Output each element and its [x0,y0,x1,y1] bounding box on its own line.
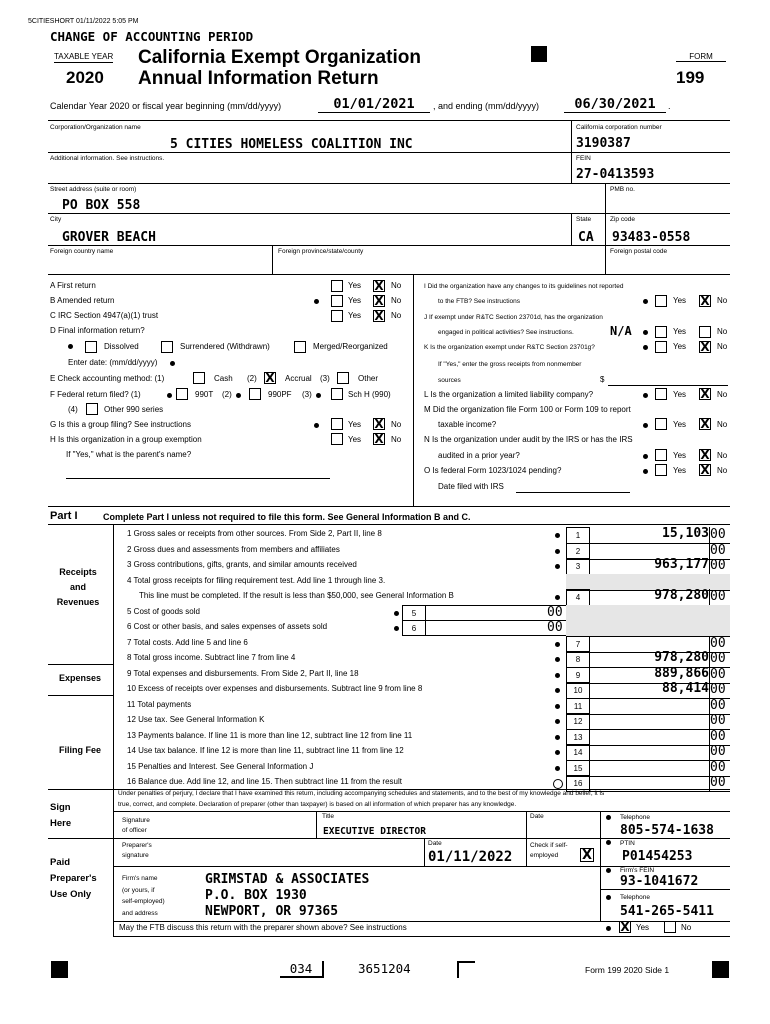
line-13-cents[interactable]: 00 [710,729,726,744]
line-16-cents[interactable]: 00 [710,775,726,790]
question-o-2: Date filed with IRS [438,482,504,491]
foreign-postal-label: Foreign postal code [610,248,668,255]
sign-here-label: Sign Here [50,802,72,829]
filing-fee-section-label: Filing Fee [58,745,101,755]
fein[interactable]: 27-0413593 [576,167,655,182]
f-990pf-checkbox[interactable] [249,388,261,400]
perjury-statement-2: true, correct, and complete. Declaration of preparer (other than taxpayer) is based on all information of which preparer has any knowledge. [118,801,517,808]
line-1-amount[interactable]: 15,103 [662,526,709,541]
j-yes-label: Yes [673,327,687,336]
f-schh-checkbox[interactable] [331,388,343,400]
line-10-cents[interactable]: 00 [710,682,726,697]
officer-telephone[interactable]: 805-574-1638 [620,823,714,838]
street-address[interactable]: PO BOX 558 [62,198,141,213]
expenses-section-label: Expenses [58,673,102,683]
other-method-checkbox[interactable] [337,372,349,384]
h-no-label: No [391,435,402,444]
h-yes-label: Yes [348,435,362,444]
pmb-label: PMB no. [610,186,635,193]
firm-fein[interactable]: 93-1041672 [620,874,699,889]
line-12-text: 12 Use tax. See General Information K [127,715,265,724]
dissolved-label: Dissolved [104,342,139,351]
c-no-label: No [391,311,402,320]
line-4-number: 4 [566,589,590,606]
sign-date-label: Date [530,813,544,820]
line-5-number: 5 [402,605,426,621]
question-i-1: I Did the organization have any changes to its guidelines not reported [424,283,624,290]
footer-code-1: 034 [280,961,324,978]
preparer-signature-label: Preparer's signature [122,842,152,859]
f-990pf-label: 990PF [268,390,292,399]
discuss-yes-checkbox[interactable]: X [620,920,630,934]
question-k-3: sources [438,377,461,384]
line-10-number: 10 [566,682,590,699]
line-4-cents[interactable]: 00 [710,589,726,604]
j-yes-checkbox[interactable] [655,326,667,338]
line-3-number: 3 [566,558,590,575]
line-1-number: 1 [566,527,590,544]
line-4-text: This line must be completed. If the result is less than $50,000, see General Information B [139,591,454,600]
line-9-cents[interactable]: 00 [710,667,726,682]
h-no-checkbox[interactable]: X [374,432,384,446]
question-j-1: J If exempt under R&TC Section 23701d, has the organization [424,314,603,321]
additional-info-label: Additional information. See instructions. [50,155,165,162]
line-6-cents[interactable]: 00 [547,620,563,635]
tax-year: 2020 [66,68,104,87]
i-yes-label: Yes [673,296,687,305]
corp-number-label: California corporation number [576,124,662,131]
line-9-text: 9 Total expenses and disbursements. From Side 2, Part II, line 18 [127,669,359,678]
b-no-checkbox[interactable]: X [374,294,384,308]
b-yes-checkbox[interactable] [331,295,343,307]
question-m-2: taxable income? [438,420,497,429]
calendar-suffix: . [668,101,671,111]
line-1-text: 1 Gross sales or receipts from other sources. From Side 2, Part II, line 8 [127,529,382,538]
enter-date-label: Enter date: (mm/dd/yyyy) [68,358,158,367]
o-no-label: No [717,466,728,475]
shaded-cell [566,620,730,636]
merged-checkbox[interactable] [294,341,306,353]
firm-name-label: Firm's name (or yours, if self-employed) and address [122,875,165,917]
line-8-text: 8 Total gross income. Subtract line 7 from line 4 [127,653,296,662]
firm-telephone-label: Telephone [620,894,650,901]
line-12-number: 12 [566,713,590,730]
officer-title[interactable]: EXECUTIVE DIRECTOR [323,826,426,837]
line-9-amount[interactable]: 889,866 [654,666,709,681]
zip-label: Zip code [610,216,635,223]
footer-corner-mark [457,961,475,978]
ptin-label: PTIN [620,840,635,847]
title-label: Title [322,813,335,820]
other-method-label: Other [358,374,379,383]
j-no-label: No [717,327,728,336]
n-no-checkbox[interactable]: X [700,448,710,462]
discuss-no-checkbox[interactable] [664,921,676,933]
question-a: A First return [50,281,96,290]
n-yes-label: Yes [673,451,687,460]
line-4-amount[interactable]: 978,280 [654,588,709,603]
cash-label: Cash [214,374,233,383]
accrual-label: Accrual [285,374,312,383]
foreign-province-label: Foreign province/state/county [278,248,364,255]
officer-telephone-label: Telephone [620,814,650,821]
line-10-amount[interactable]: 88,414 [662,681,709,696]
line-14-number: 14 [566,744,590,761]
paid-preparer-label: Paid Preparer's Use Only [50,857,97,900]
line-5-text: 5 Cost of goods sold [127,607,200,616]
line-3-cents[interactable]: 00 [710,558,726,573]
k-yes-label: Yes [673,342,687,351]
question-k-2: If "Yes," enter the gross receipts from nonmember [438,361,582,368]
g-no-checkbox[interactable]: X [374,417,384,431]
discuss-yes-label: Yes [636,923,650,932]
change-period-heading: CHANGE OF ACCOUNTING PERIOD [50,29,254,44]
m-yes-checkbox[interactable] [655,418,667,430]
date-filed-line [516,492,630,493]
line-15-number: 15 [566,760,590,777]
merged-label: Merged/Reorganized [313,342,388,351]
line-2-text: 2 Gross dues and assessments from members and affiliates [127,545,340,554]
dollar-sign: $ [600,375,605,384]
k-yes-checkbox[interactable] [655,341,667,353]
f-other990-checkbox[interactable] [86,403,98,415]
j-no-checkbox[interactable] [699,326,711,338]
e3-label: (3) [320,374,330,383]
org-name[interactable]: 5 CITIES HOMELESS COALITION INC [170,137,413,152]
question-b: B Amended return [50,296,115,305]
preparer-date[interactable]: 01/11/2022 [428,849,513,865]
f-schh-label: Sch H (990) [348,390,391,399]
c-no-checkbox[interactable]: X [374,309,384,323]
f4-label: (4) [68,405,78,414]
receipts-section-label: Receipts and Revenues [56,567,100,607]
question-h-parent: If "Yes," what is the parent's name? [66,450,192,459]
b-no-label: No [391,296,402,305]
dissolved-checkbox[interactable] [85,341,97,353]
line-7-cents[interactable]: 00 [710,636,726,651]
g-yes-label: Yes [348,420,362,429]
firm-telephone[interactable]: 541-265-5411 [620,904,714,919]
question-g: G Is this a group filing? See instructions [50,420,191,429]
self-employed-checkbox[interactable]: X [581,848,593,863]
question-d: D Final information return? [50,326,145,335]
ftb-discuss-question: May the FTB discuss this return with the preparer shown above? See instructions [119,923,407,932]
line-8-cents[interactable]: 00 [710,651,726,666]
a-no-label: No [391,281,402,290]
nonmember-receipts-line [608,385,728,386]
l-yes-label: Yes [673,390,687,399]
form-title-line2: Annual Information Return [138,68,379,89]
a-yes-label: Yes [348,281,362,290]
f-other990-label: Other 990 series [104,405,164,414]
line-4-intro-text: 4 Total gross receipts for filing requirement test. Add line 1 through line 3. [127,576,386,585]
a-yes-checkbox[interactable] [331,280,343,292]
n-yes-checkbox[interactable] [655,449,667,461]
i-no-checkbox[interactable]: X [700,294,710,308]
part1-title: Complete Part I unless not required to file this form. See General Information B and C. [103,512,471,522]
question-f: F Federal return filed? (1) [50,390,141,399]
line-2-number: 2 [566,543,590,560]
line-8-number: 8 [566,651,590,668]
f3-label: (3) [302,390,312,399]
question-n-1: N Is the organization under audit by the IRS or has the IRS [424,435,633,444]
i-no-label: No [717,296,728,305]
footer-code-2: 3651204 [358,961,411,976]
question-o-1: O Is federal Form 1023/1024 pending? [424,466,562,475]
print-stamp: 5CITIESHORT 01/11/2022 5:05 PM [28,18,139,25]
parent-name-line [66,478,330,479]
line-6-text: 6 Cost or other basis, and sales expenses of assets sold [127,622,328,631]
e2-label: (2) [247,374,257,383]
line-9-number: 9 [566,667,590,684]
form-number: 199 [676,68,705,87]
line-8-amount[interactable]: 978,280 [654,650,709,665]
line-2-cents[interactable]: 00 [710,543,726,558]
line-13-text: 13 Payments balance. If line 11 is more than line 12, subtract line 12 from line 11 [127,731,413,740]
fiscal-begin-date[interactable]: 01/01/2021 [318,96,430,113]
fiscal-end-date[interactable]: 06/30/2021 [564,96,666,113]
l-yes-checkbox[interactable] [655,388,667,400]
footer-form-side: Form 199 2020 Side 1 [585,965,670,975]
prep-date-label: Date [428,840,442,847]
surrendered-label: Surrendered (Withdrawn) [180,342,270,351]
l-no-checkbox[interactable]: X [700,387,710,401]
line-3-amount[interactable]: 963,177 [654,557,709,572]
line-5-cents[interactable]: 00 [547,605,563,620]
form-title-line1: California Exempt Organization [138,47,421,68]
c-yes-checkbox[interactable] [331,310,343,322]
g-no-label: No [391,420,402,429]
question-n-2: audited in a prior year? [438,451,520,460]
form-label: FORM [676,52,726,62]
o-no-checkbox[interactable]: X [700,463,710,477]
line-7-number: 7 [566,636,590,653]
line-11-number: 11 [566,698,590,715]
street-label: Street address (suite or room) [50,186,137,193]
line-16-text: 16 Balance due. Add line 12, and line 15. Then subtract line 11 from the result [127,777,402,786]
firm-fein-label: Firm's FEIN [620,867,655,874]
l-no-label: No [717,390,728,399]
line-11-text: 11 Total payments [127,700,192,709]
c-yes-label: Yes [348,311,362,320]
city-label: City [50,216,62,223]
city[interactable]: GROVER BEACH [62,230,156,245]
line-10-text: 10 Excess of receipts over expenses and disbursements. Subtract line 9 from line 8 [127,684,423,693]
g-yes-checkbox[interactable] [331,418,343,430]
registration-mark [531,46,547,62]
question-c: C IRC Section 4947(a)(1) trust [50,311,159,320]
taxable-year-label: TAXABLE YEAR [54,52,114,61]
f-990t-checkbox[interactable] [176,388,188,400]
o-yes-checkbox[interactable] [655,464,667,476]
b-yes-label: Yes [348,296,362,305]
line-7-text: 7 Total costs. Add line 5 and line 6 [127,638,248,647]
question-m-1: M Did the organization file Form 100 or Form 109 to report [424,405,631,414]
question-k-1: K Is the organization exempt under R&TC Section 23701g? [424,344,595,351]
line-16-number: 16 [566,775,590,792]
n-no-label: No [717,451,728,460]
question-j-2: engaged in political activities? See instructions. [438,329,574,336]
question-l: L Is the organization a limited liability company? [424,390,594,399]
f-990t-label: 990T [195,390,214,399]
surrendered-checkbox[interactable] [161,341,173,353]
line-13-number: 13 [566,729,590,746]
line-1-cents[interactable]: 00 [710,527,726,542]
firm-name[interactable]: GRIMSTAD & ASSOCIATES [205,872,370,887]
footer-mark-left [51,961,68,978]
cash-checkbox[interactable] [193,372,205,384]
question-h: H Is this organization in a group exemption [50,435,202,444]
perjury-statement-1: Under penalties of perjury, I declare that I have examined this return, including accompanying schedules and statements, and to the best of my knowledge and belief, it is [118,790,605,797]
accrual-checkbox[interactable]: X [265,371,275,385]
line-6-number: 6 [402,620,426,636]
state-label: State [576,216,592,223]
question-i-2: to the FTB? See instructions [438,298,521,305]
state[interactable]: CA [578,230,594,245]
fein-label: FEIN [576,155,591,162]
line-11-cents[interactable]: 00 [710,698,726,713]
signature-officer-label: Signature of officer [122,817,150,834]
shaded-cell [566,605,730,621]
f2-label: (2) [222,390,232,399]
m-no-label: No [717,420,728,429]
k-no-label: No [717,342,728,351]
foreign-country-label: Foreign country name [50,248,114,255]
line-14-cents[interactable]: 00 [710,744,726,759]
ptin[interactable]: P01454253 [622,849,693,864]
line-12-cents[interactable]: 00 [710,713,726,728]
self-employed-label: Check if self- employed [530,842,568,859]
question-e: E Check accounting method: (1) [50,374,165,383]
j-na: N/A [610,324,632,338]
firm-address-2[interactable]: NEWPORT, OR 97365 [205,904,339,919]
footer-mark-right [712,961,729,978]
part1-label: Part I [50,510,78,522]
k-no-checkbox[interactable]: X [700,340,710,354]
discuss-no-label: No [681,923,692,932]
m-no-checkbox[interactable]: X [700,417,710,431]
line-3-text: 3 Gross contributions, gifts, grants, and similar amounts received [127,560,357,569]
zip-code[interactable]: 93483-0558 [612,230,691,245]
org-name-label: Corporation/Organization name [50,124,141,131]
a-no-checkbox[interactable]: X [374,279,384,293]
i-yes-checkbox[interactable] [655,295,667,307]
corp-number[interactable]: 3190387 [576,136,631,151]
calendar-middle: , and ending (mm/dd/yyyy) [433,101,540,111]
h-yes-checkbox[interactable] [331,433,343,445]
line-14-text: 14 Use tax balance. If line 12 is more than line 11, subtract line 11 from line 12 [127,746,404,755]
o-yes-label: Yes [673,466,687,475]
m-yes-label: Yes [673,420,687,429]
calendar-prefix: Calendar Year 2020 or fiscal year beginning (mm/dd/yyyy) [50,101,282,111]
firm-address-1[interactable]: P.O. BOX 1930 [205,888,307,903]
line-15-cents[interactable]: 00 [710,760,726,775]
line-15-text: 15 Penalties and Interest. See General Information J [127,762,314,771]
